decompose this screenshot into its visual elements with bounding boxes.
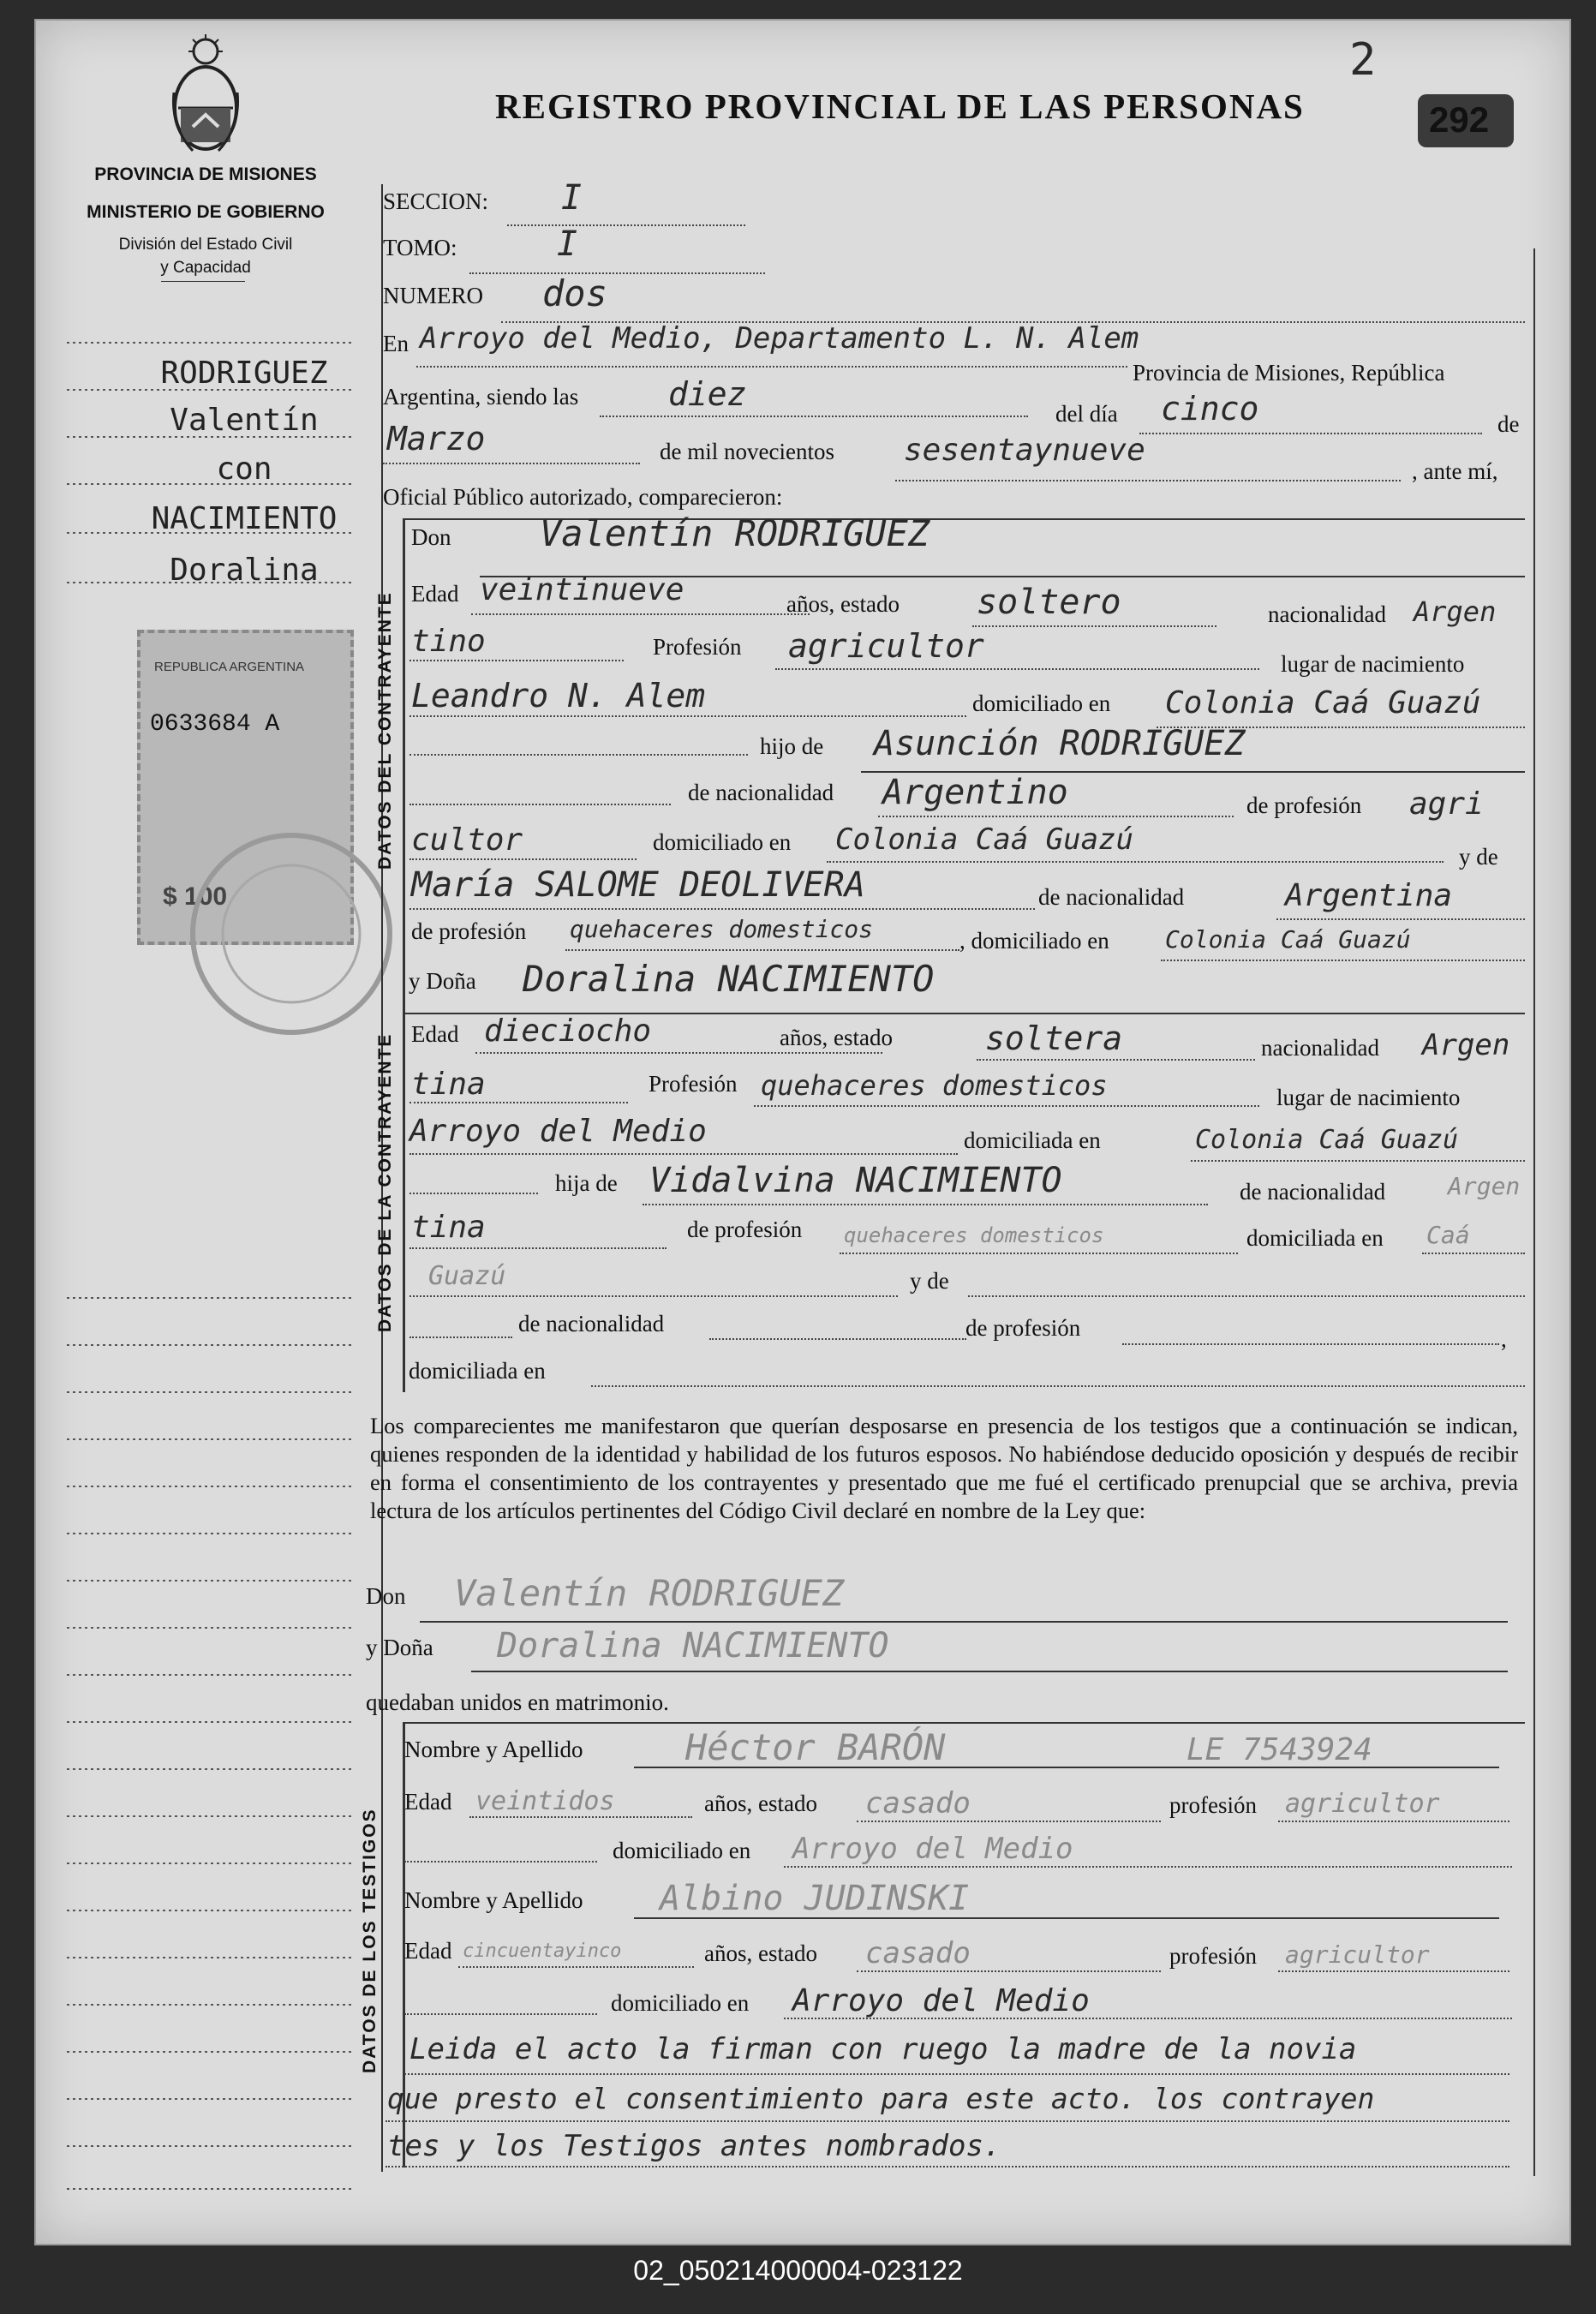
- stamp-country: REPUBLICA ARGENTINA: [154, 660, 305, 674]
- witness1-address: Arroyo del Medio: [792, 1832, 1073, 1866]
- witness1-document: LE 7543924: [1187, 1732, 1372, 1767]
- groom-final-name: Valentín RODRIGUEZ: [454, 1572, 845, 1614]
- section-witnesses-label: DATOS DE LOS TESTIGOS: [360, 1808, 380, 2073]
- page-number: 2: [1349, 34, 1377, 86]
- bride-mother: Vidalvina NACIMIENTO: [649, 1161, 1062, 1200]
- anos-estado-f-label: años, estado: [780, 1025, 893, 1050]
- hijo-de-label: hijo de: [760, 733, 824, 759]
- witness2-profesion-label: profesión: [1169, 1943, 1257, 1969]
- witness2-age: cincuentayinco: [463, 1940, 622, 1962]
- groom-name: Valentín RODRIGUEZ: [540, 512, 930, 554]
- margin-ruled-lines: [67, 334, 358, 2193]
- hija-de-label: hija de: [555, 1170, 618, 1196]
- y-dona-final-label: y Doña: [366, 1635, 433, 1660]
- father-address: Colonia Caá Guazú: [835, 822, 1133, 857]
- witness1-name: Héctor BARÓN: [685, 1726, 946, 1768]
- padre-domiciliado-label: domiciliado en: [653, 829, 792, 855]
- margin-surname-groom: RODRIGUEZ: [160, 356, 328, 391]
- lugar-nacimiento-f-label: lugar de nacimiento: [1276, 1085, 1461, 1110]
- bride-age: dieciocho: [484, 1013, 652, 1049]
- place-value: Arroyo del Medio, Departamento L. N. Alem: [420, 321, 1139, 356]
- margin-con: con: [216, 451, 272, 487]
- note-line-3: tes y los Testigos antes nombrados.: [387, 2129, 1001, 2163]
- witness2-status: casado: [865, 1936, 971, 1970]
- witness2-address: Arroyo del Medio: [792, 1983, 1090, 2018]
- bride-nationality-b: tina: [411, 1067, 486, 1102]
- coat-of-arms-icon: [167, 33, 244, 161]
- lugar-nacimiento-label: lugar de nacimiento: [1281, 651, 1465, 677]
- witness2-estado-label: años, estado: [704, 1940, 817, 1966]
- witness1-profession: agricultor: [1285, 1789, 1440, 1819]
- domiciliado-label: domiciliado en: [972, 691, 1111, 716]
- bride-status: soltera: [985, 1019, 1123, 1057]
- stamp-value: $ 100: [163, 882, 228, 911]
- y-dona-label: y Doña: [409, 968, 476, 994]
- witness1-estado-label: años, estado: [704, 1791, 817, 1816]
- witness2-name: Albino JUDINSKI: [660, 1879, 970, 1918]
- de-nacionalidad-f2-label: de nacionalidad: [518, 1311, 665, 1336]
- domiciliada-f2-label: domiciliada en: [409, 1358, 546, 1384]
- bride-mother-address-a: Caá: [1426, 1221, 1470, 1249]
- de-label: de: [1497, 411, 1520, 437]
- bride-mother-address-b: Guazú: [428, 1261, 506, 1291]
- profesion-label: Profesión: [653, 634, 742, 660]
- bride-profession: quehaceres domesticos: [761, 1069, 1108, 1102]
- bride-final-name: Doralina NACIMIENTO: [497, 1626, 889, 1665]
- groom-address: Colonia Caá Guazú: [1165, 685, 1481, 721]
- groom-age: veintinueve: [480, 572, 684, 607]
- groom-nationality-a: Argen: [1414, 595, 1497, 628]
- groom-birthplace: Leandro N. Alem: [411, 677, 706, 715]
- y-de-f-label: y de: [910, 1268, 949, 1294]
- witness1-profesion-label: profesión: [1169, 1792, 1257, 1818]
- bride-address: Colonia Caá Guazú: [1195, 1125, 1459, 1155]
- father-nationality: Argentino: [882, 773, 1068, 812]
- siendo-label: Argentina, siendo las: [383, 384, 579, 410]
- de-mil-label: de mil novecientos: [660, 439, 834, 464]
- hija-nacionalidad-label: de nacionalidad: [1240, 1179, 1386, 1205]
- ministry-label: MINISTERIO DE GOBIERNO: [87, 202, 325, 222]
- witness2-dom-label: domiciliado en: [611, 1990, 750, 2016]
- de-nacionalidad-label: de nacionalidad: [688, 780, 834, 805]
- stamp-number: 292: [1429, 99, 1490, 140]
- father-profession-a: agri: [1409, 786, 1484, 822]
- mother-nationality: Argentina: [1285, 878, 1453, 913]
- witness2-profession: agricultor: [1285, 1940, 1430, 1969]
- madre-profesion-label: de profesión: [411, 918, 527, 944]
- section-bride-label: DATOS DE LA CONTRAYENTE: [375, 1032, 395, 1332]
- province-label: PROVINCIA DE MISIONES: [94, 164, 317, 184]
- margin-surname-bride: NACIMIENTO: [151, 501, 338, 536]
- groom-status: soltero: [977, 583, 1121, 622]
- anos-estado-label: años, estado: [786, 591, 900, 617]
- day-value: cinco: [1161, 390, 1259, 428]
- groom-nationality-b: tino: [411, 624, 486, 659]
- seccion-value: I: [561, 178, 583, 218]
- en-label: En: [383, 331, 409, 356]
- image-filename: 02_050214000004-023122: [633, 2255, 963, 2286]
- official-seal: [180, 754, 403, 1114]
- witness1-edad-label: Edad: [404, 1789, 452, 1815]
- hija-profesion-label: de profesión: [687, 1217, 803, 1242]
- father-profession-b: cultor: [411, 822, 523, 858]
- hija-domiciliada-label: domiciliada en: [1246, 1225, 1384, 1251]
- quedaban-label: quedaban unidos en matrimonio.: [366, 1689, 669, 1715]
- oficial-label: Oficial Público autorizado, comparecieron:: [383, 484, 783, 510]
- numero-value: dos: [542, 272, 607, 314]
- don-label: Don: [411, 524, 451, 550]
- y-de-label: y de: [1459, 844, 1498, 870]
- hour-value: diez: [668, 375, 747, 413]
- comma-label: ,: [1501, 1326, 1507, 1352]
- witness2-nombre-label: Nombre y Apellido: [404, 1887, 583, 1913]
- groom-profession: agricultor: [788, 627, 984, 665]
- provincia-label: Provincia de Misiones, República: [1133, 360, 1445, 386]
- madre-domiciliado-label: , domiciliado en: [959, 928, 1109, 954]
- ante-mi-label: , ante mí,: [1412, 458, 1498, 484]
- de-profesion-f2-label: de profesión: [965, 1315, 1081, 1341]
- bride-birthplace: Arroyo del Medio: [409, 1114, 707, 1149]
- madre-nacionalidad-label: de nacionalidad: [1038, 884, 1185, 910]
- note-line-2: que presto el consentimiento para este acto. los contrayen: [387, 2082, 1375, 2115]
- bride-mother-nationality-b: tina: [411, 1210, 486, 1245]
- margin-name-bride: Doralina: [170, 553, 319, 588]
- section-groom-label: DATOS DEL CONTRAYENTE: [375, 591, 395, 870]
- tomo-label: TOMO:: [383, 235, 457, 260]
- don-final-label: Don: [366, 1583, 406, 1609]
- witness1-age: veintidos: [475, 1786, 615, 1816]
- division-label-2: y Capacidad: [160, 259, 251, 277]
- profesion-f-label: Profesión: [649, 1071, 738, 1097]
- note-line-1: Leida el acto la firman con ruego la madre de la novia: [409, 2032, 1357, 2066]
- del-dia-label: del día: [1055, 401, 1118, 427]
- margin-name-groom: Valentín: [170, 403, 319, 438]
- mother-profession: quehaceres domesticos: [570, 915, 874, 943]
- division-label: División del Estado Civil: [118, 236, 293, 254]
- groom-mother: María SALOME DEOLIVERA: [411, 865, 865, 905]
- seccion-label: SECCION:: [383, 188, 489, 214]
- page-title: REGISTRO PROVINCIAL DE LAS PERSONAS: [495, 87, 1305, 126]
- month-value: Marzo: [387, 420, 486, 457]
- tomo-value: I: [557, 224, 578, 264]
- witness1-status: casado: [865, 1786, 971, 1821]
- bride-name: Doralina NACIMIENTO: [523, 958, 935, 1000]
- witness2-edad-label: Edad: [404, 1938, 452, 1964]
- nacionalidad-label: nacionalidad: [1268, 601, 1386, 627]
- mother-address: Colonia Caá Guazú: [1165, 925, 1411, 954]
- bride-mother-nationality-a: Argen: [1448, 1172, 1521, 1200]
- bride-nationality-a: Argen: [1422, 1028, 1510, 1062]
- witness1-dom-label: domiciliado en: [613, 1838, 751, 1863]
- de-profesion-label: de profesión: [1246, 792, 1362, 818]
- numero-label: NUMERO: [383, 283, 484, 308]
- domiciliada-label: domiciliada en: [964, 1127, 1101, 1153]
- stamp-serial: 0633684 A: [150, 711, 280, 738]
- bride-mother-profession: quehaceres domesticos: [844, 1223, 1104, 1247]
- witness1-nombre-label: Nombre y Apellido: [404, 1737, 583, 1762]
- nacionalidad-f-label: nacionalidad: [1261, 1035, 1379, 1061]
- edad-label: Edad: [411, 581, 459, 607]
- year-value: sesentaynueve: [904, 433, 1145, 468]
- edad-f-label: Edad: [411, 1021, 459, 1047]
- groom-father: Asunción RODRIGUEZ: [874, 724, 1246, 763]
- declaration-paragraph: Los comparecientes me manifestaron que querían desposarse en presencia de los testigos que a continuación se indican, quienes responden de la identidad y habilidad de los futuros esposos. No habiéndose deducido oposición y después de recibir en forma el consentimiento de los contrayentes y presentado que me fué el certificado prenupcial que se archiva, previa lectura de los artículos pertinentes del Código Civil declaré en nombre de la Ley que:: [370, 1413, 1518, 1523]
